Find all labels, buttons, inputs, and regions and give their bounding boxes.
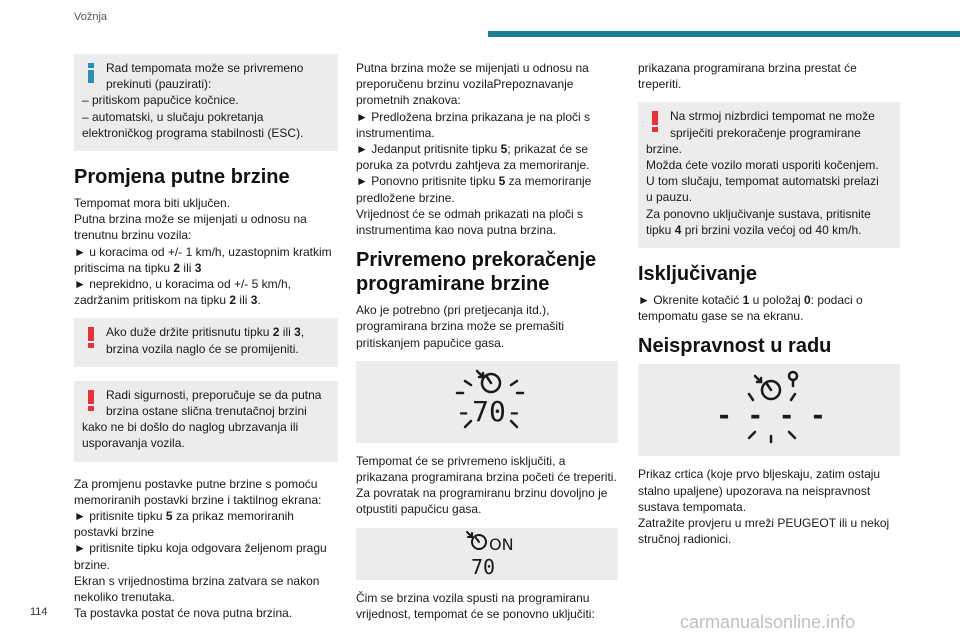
header-accent-bar xyxy=(488,31,960,37)
column-2 xyxy=(356,60,618,632)
section-heading-malfunction: Neispravnost u radu xyxy=(638,335,832,358)
overspeed-paragraph: Ako je potrebno (pri pretjecanja itd.), programirana brzina može se premašiti pritiskanjem papučice gasa. xyxy=(356,303,565,350)
reengage-paragraph: Čim se brzina vozila spusti na programiranu vrijednost, tempomat će se ponovno uključiti: xyxy=(356,590,595,621)
intro-paragraph: Tempomat mora biti uključen. Putna brzina može se mijenjati u odnosu na trenutnu brzinu vozila: ► u koracima od +/- 1 km/h, uzastopnim kratkim pritiscima na tipku 2 ili 3 ► neprekidno, u koracima od +/- 5 km/h, zadržanim pritiskom na tipku 2 ili 3. xyxy=(74,196,332,308)
temporary-disable-paragraph: Tempomat će se privremeno isključiti, a prikazana programirana brzina početi će treperiti. Za povratak na programiranu brzinu dovoljno je otpustiti papučicu gasa. xyxy=(356,453,617,517)
stop-blinking-paragraph: prikazana programirana brzina prestat će treperiti. xyxy=(638,61,857,92)
speedometer-fault-icon xyxy=(709,364,829,456)
display-illustration-on xyxy=(356,528,618,580)
memorized-speed-paragraph: Za promjenu postavke putne brzine s pomoću memoriranih postavki brzine i taktilnog ekrana: ► pritisnite tipku 5 za prikaz memoriranih postavki brzine ► pritisnite tipku koja odgovara željenom pragu brzine. Ekran s vrijednostima brzina zatvara se nakon nekoliko trenutaka. Ta postavka postat će nova putna brzina. xyxy=(74,476,327,621)
speedometer-on-icon xyxy=(427,528,547,580)
info-box: Rad tempomata može se privremeno prekinuti (pauzirati): – pritiskom papučice kočnice. – automatski, u slučaju pokretanja elektroničkog programa stabilnosti (ESC). xyxy=(74,54,338,151)
svg-text:-70-: -70- xyxy=(455,394,523,428)
section-heading-off: Isključivanje xyxy=(638,263,757,286)
warning-icon xyxy=(86,390,96,408)
warning-icon xyxy=(650,111,660,129)
svg-text:70: 70 xyxy=(471,554,496,579)
section-heading-speed-change: Promjena putne brzine xyxy=(74,166,290,189)
warning-box-safety: Radi sigurnosti, preporučuje se da putna brzina ostane slična trenutačnoj brzini kako ne bi došlo do naglog ubrzavanja ili usporavanja vozila. xyxy=(74,381,338,462)
malfunction-paragraph: Prikaz crtica (koje prvo bljeskaju, zatim ostaju stalno upaljene) upozorava na neispravnost sustava tempomata. Zatražite provjeru u mreži PEUGEOT ili u nekoj stručnoj radionici. xyxy=(638,467,890,547)
display-illustration-blinking xyxy=(356,361,618,443)
display-illustration-malfunction xyxy=(638,364,900,456)
warning-box-downhill: Na strmoj nizbrdici tempomat ne može spriječiti prekoračenje programirane brzine. Možda ćete vozilo morati usporiti kočenjem. U tom slučaju, tempomat automatski prelazi u pauzu. Za ponovno uključivanje sustava, pritisnite tipku 4 pri brzini vozila većoj od 40 km/h. xyxy=(638,102,900,248)
switch-off-paragraph: ► Okrenite kotačić 1 u položaj 0: podaci o tempomatu gase se na ekranu. xyxy=(638,293,863,324)
speedometer-blinking-icon xyxy=(427,361,547,443)
section-heading-overspeed: Privremeno prekoračenje programirane brzine xyxy=(356,249,597,296)
warning-box-hold: Ako duže držite pritisnutu tipku 2 ili 3, brzina vozila naglo će se promijeniti. xyxy=(74,318,338,366)
column-1 xyxy=(74,54,338,631)
svg-text:ON: ON xyxy=(489,534,514,554)
watermark: carmanualsonline.info xyxy=(680,612,856,632)
running-header: Vožnja xyxy=(74,11,108,23)
recommended-speed-paragraph: Putna brzina može se mijenjati u odnosu na preporučenu brzinu vozilaPrepoznavanje prometnih znakova: ► Predložena brzina prikazana je na ploči s instrumentima. ► Jedanput pritisnite tipku 5; prikazat će se poruka za potvrdu zahtjeva za memoriranje. ► Ponovno pritisnite tipku 5 za memoriranje predložene brzine. Vrijednost će se odmah prikazati na ploči s instrumentima kao nova putna brzina. xyxy=(356,61,592,238)
column-3 xyxy=(638,60,900,557)
page-number: 114 xyxy=(30,606,48,618)
svg-text:- - - -: - - - - xyxy=(716,401,826,432)
warning-icon xyxy=(86,327,96,345)
info-icon xyxy=(86,63,96,81)
